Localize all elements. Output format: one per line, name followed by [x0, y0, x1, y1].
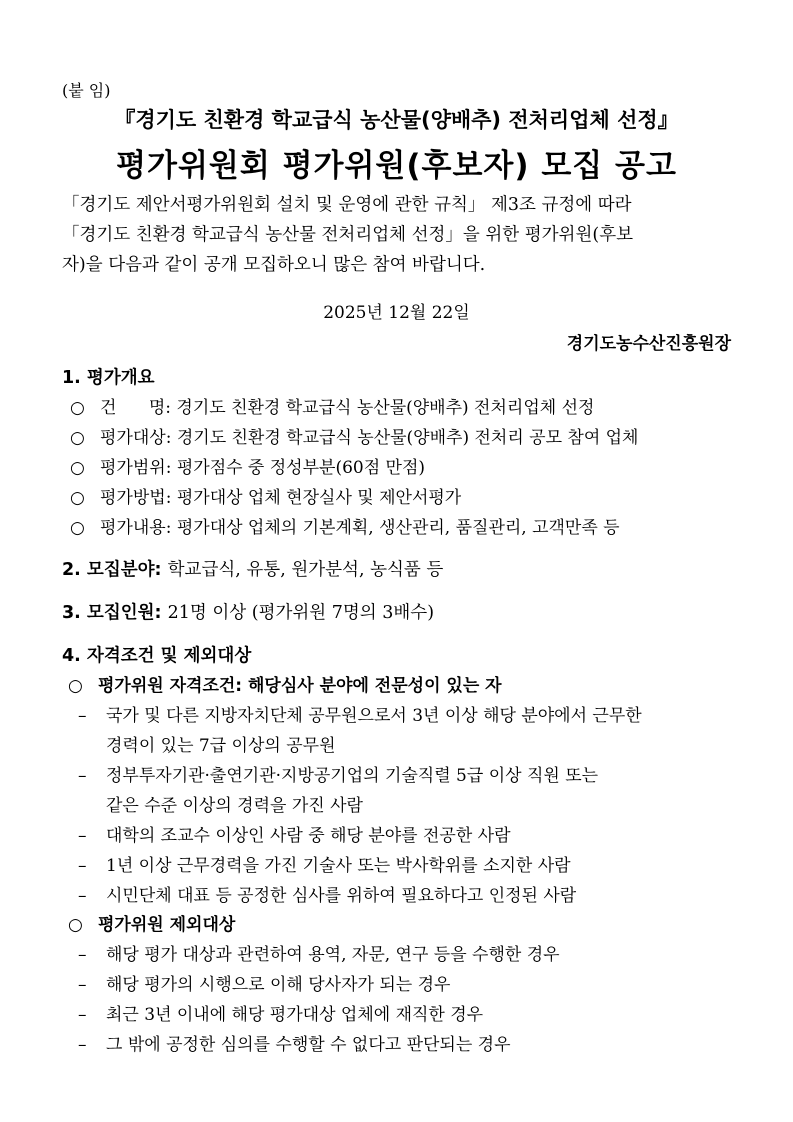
circle-bullet-icon: ○ — [70, 398, 85, 418]
excluded-item — [78, 940, 560, 965]
section-fields-heading: 2. 모집분야: — [62, 560, 162, 580]
dash-bullet-icon: – — [78, 856, 87, 876]
circle-bullet-icon: ○ — [70, 458, 85, 478]
excluded-item-text: 최근 3년 이내에 해당 평가대상 업체에 재직한 경우 — [106, 1005, 484, 1025]
overview-item-value: 평가대상 업체의 기본계획, 생산관리, 품질관리, 고객만족 등 — [176, 518, 620, 538]
qualified-item-continuation: 같은 수준 이상의 경력을 가진 사람 — [106, 796, 363, 816]
overview-item: ○ 평가내용: 평가대상 업체의 기본계획, 생산관리, 품질관리, 고객만족 등 — [70, 513, 620, 538]
excluded-subheading — [68, 910, 235, 935]
overview-item-value: 경기도 친환경 학교급식 농산물(양배추) 전처리업체 선정 — [176, 398, 595, 418]
circle-bullet-icon: ○ — [70, 488, 85, 508]
excluded-item — [78, 970, 450, 995]
overview-item-label: 평가내용 — [100, 518, 166, 538]
intro-line: 「경기도 제안서평가위원회 설치 및 운영에 관한 규칙」 제3조 규정에 따라 — [62, 195, 632, 215]
qualified-item — [78, 821, 511, 846]
circle-bullet-icon: ○ — [68, 915, 83, 935]
dash-bullet-icon: – — [78, 1035, 87, 1055]
overview-item: ○ 평가대상: 경기도 친환경 학교급식 농산물(양배추) 전처리 공모 참여 업체 — [70, 423, 638, 448]
overview-item: ○ 건 명: 경기도 친환경 학교급식 농산물(양배추) 전처리업체 선정 — [70, 393, 594, 418]
section-headcount — [62, 599, 434, 624]
qualified-item-text: 1년 이상 근무경력을 가진 기술사 또는 박사학위를 소지한 사람 — [106, 856, 571, 876]
qualified-item — [78, 851, 571, 876]
dash-bullet-icon: – — [78, 766, 87, 786]
overview-item-value: 평가점수 중 정성부분(60점 만점) — [176, 458, 426, 478]
section-qualification-heading: 4. 자격조건 및 제외대상 — [62, 646, 252, 666]
attachment-label: (붙 임) — [62, 81, 111, 100]
intro-line: 「경기도 친환경 학교급식 농산물 전처리업체 선정」을 위한 평가위원(후보 — [62, 225, 634, 245]
excluded-item-text: 해당 평가 대상과 관련하여 용역, 자문, 연구 등을 수행한 경우 — [106, 945, 560, 965]
dash-bullet-icon: – — [78, 1005, 87, 1025]
issuer-name: 경기도농수산진흥원장 — [566, 334, 731, 354]
overview-item-label: 평가방법 — [100, 488, 166, 508]
overview-item: ○ 평가방법: 평가대상 업체 현장실사 및 제안서평가 — [70, 483, 461, 508]
dash-bullet-icon: – — [78, 706, 87, 726]
circle-bullet-icon: ○ — [70, 428, 85, 448]
announcement-date: 2025년 12월 22일 — [323, 303, 470, 323]
overview-item-value: 경기도 친환경 학교급식 농산물(양배추) 전처리 공모 참여 업체 — [176, 428, 639, 448]
dash-bullet-icon: – — [78, 945, 87, 965]
excluded-item-text: 해당 평가의 시행으로 이해 당사자가 되는 경우 — [106, 975, 451, 995]
overview-item: ○ 평가범위: 평가점수 중 정성부분(60점 만점) — [70, 453, 425, 478]
section-headcount-value: 21명 이상 (평가위원 7명의 3배수) — [167, 603, 435, 623]
qualified-item — [78, 701, 642, 726]
dash-bullet-icon: – — [78, 975, 87, 995]
excluded-item-text: 그 밖에 공정한 심의를 수행할 수 없다고 판단되는 경우 — [106, 1035, 511, 1055]
excluded-item — [78, 1000, 483, 1025]
qualified-item — [78, 761, 598, 786]
qualified-item-text: 정부투자기관·출연기관·지방공기업의 기술직렬 5급 이상 직원 또는 — [106, 766, 599, 786]
section-fields-value: 학교급식, 유통, 원가분석, 농식품 등 — [167, 560, 444, 580]
qualified-item-continuation: 경력이 있는 7급 이상의 공무원 — [106, 736, 336, 756]
title-line-2: 평가위원회 평가위원(후보자) 모집 공고 — [116, 148, 677, 184]
qualified-title: 평가위원 자격조건: 해당심사 분야에 전문성이 있는 자 — [98, 676, 502, 696]
overview-item-label: 건 명 — [100, 398, 166, 418]
circle-bullet-icon: ○ — [70, 518, 85, 538]
overview-item-label: 평가범위 — [100, 458, 166, 478]
qualified-subheading — [68, 671, 502, 696]
overview-item-label: 평가대상 — [100, 428, 166, 448]
section-headcount-heading: 3. 모집인원: — [62, 603, 162, 623]
overview-item-value: 평가대상 업체 현장실사 및 제안서평가 — [176, 488, 462, 508]
dash-bullet-icon: – — [78, 826, 87, 846]
circle-bullet-icon: ○ — [68, 676, 83, 696]
section-overview-heading: 1. 평가개요 — [62, 368, 155, 388]
dash-bullet-icon: – — [78, 886, 87, 906]
title-line-1: 『경기도 친환경 학교급식 농산물(양배추) 전처리업체 선정』 — [114, 108, 679, 132]
qualified-item-text: 대학의 조교수 이상인 사람 중 해당 분야를 전공한 사람 — [106, 826, 511, 846]
intro-line: 자)을 다음과 같이 공개 모집하오니 많은 참여 바랍니다. — [62, 255, 486, 275]
qualified-item-text: 국가 및 다른 지방자치단체 공무원으로서 3년 이상 해당 분야에서 근무한 — [106, 706, 642, 726]
excluded-item — [78, 1030, 511, 1055]
excluded-title: 평가위원 제외대상 — [98, 915, 236, 935]
qualified-item — [78, 881, 576, 906]
qualified-item-text: 시민단체 대표 등 공정한 심사를 위하여 필요하다고 인정된 사람 — [106, 886, 577, 906]
section-fields — [62, 556, 443, 581]
intro-paragraph — [62, 190, 738, 280]
